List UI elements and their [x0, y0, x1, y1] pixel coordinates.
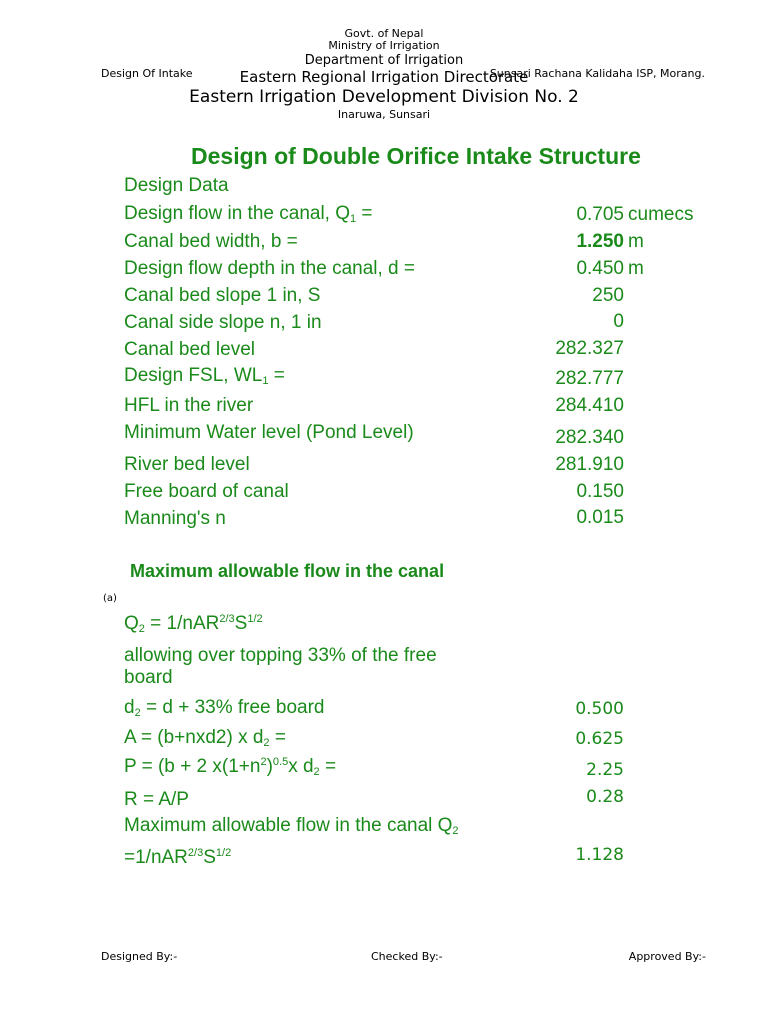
left-note: Design Of Intake — [101, 67, 193, 80]
design-data-heading: Design Data — [124, 175, 229, 196]
bed-level-label: Canal bed level — [124, 339, 255, 360]
area-value: 0.625 — [575, 729, 624, 749]
river-bed-label: River bed level — [124, 454, 250, 475]
perimeter-value: 2.25 — [586, 760, 624, 780]
right-note: Sunsari Rachana Kalidaha ISP, Morang. — [489, 67, 705, 80]
manning-value: 0.015 — [576, 507, 624, 528]
d2-label: $d_2 = d + 33\%$ free board — [124, 697, 325, 719]
q2-formula: $Q_2 = 1/nAR^{2/3}S^{1/2}$ — [124, 613, 263, 635]
d2-value: 0.500 — [575, 699, 624, 719]
pond-value: 282.340 — [555, 427, 624, 448]
page-title: Design of Double Orifice Intake Structure — [191, 143, 641, 169]
d-unit: m — [628, 258, 644, 279]
govt-line: Govt. of Nepal — [344, 27, 424, 40]
q1-label: Design flow in the canal, $Q_1$ = — [124, 203, 373, 225]
hfl-label: HFL in the river — [124, 395, 254, 416]
b-unit: m — [628, 231, 644, 252]
fsl-label: Design FSL, $WL_1$ = — [124, 365, 285, 387]
slope-value: 250 — [592, 285, 624, 306]
division-line: Eastern Irrigation Development Division No. 2 — [189, 87, 579, 107]
freeboard-value: 0.150 — [576, 481, 624, 502]
fsl-value: 282.777 — [555, 368, 624, 389]
directorate-line: Eastern Regional Irrigation Directorate — [239, 68, 529, 86]
d-value: 0.450 — [576, 258, 624, 279]
side-slope-label: Canal side slope n, 1 in — [124, 312, 322, 333]
max-flow-label: Maximum allowable flow in the canal $Q_2$ $=1/nAR^{2/3}S^{1/2}$ — [124, 815, 459, 868]
radius-value: 0.28 — [586, 787, 624, 807]
hfl-value: 284.410 — [555, 395, 624, 416]
pond-label: Minimum Water level (Pond Level) — [124, 422, 414, 443]
radius-label: R = A/P — [124, 789, 189, 810]
side-slope-value: 0 — [613, 311, 624, 332]
river-bed-value: 281.910 — [555, 454, 624, 475]
q1-unit: cumecs — [628, 204, 694, 225]
bed-level-value: 282.327 — [555, 338, 624, 359]
d-label: Design flow depth in the canal, d = — [124, 258, 415, 279]
area-label: A = (b+nxd2) x $d_2$ = — [124, 727, 286, 749]
perimeter-label: P = (b + 2 $x(1+n^2)^{0.5}x$ $d_2$ = — [124, 756, 337, 778]
manning-label: Manning's n — [124, 508, 226, 529]
ministry-line: Ministry of Irrigation — [328, 39, 440, 52]
section-marker: (a) — [103, 593, 117, 604]
slope-label: Canal bed slope 1 in, S — [124, 285, 321, 306]
checked-by: Checked By:- — [371, 950, 443, 963]
location-line: Inaruwa, Sunsari — [337, 108, 431, 121]
designed-by: Designed By:- — [101, 950, 178, 963]
max-flow-value: 1.128 — [575, 845, 624, 865]
section-heading: Maximum allowable flow in the canal — [130, 561, 445, 581]
q1-value: 0.705 — [576, 204, 624, 225]
b-value: 1.250 — [576, 231, 624, 252]
freeboard-label: Free board of canal — [124, 481, 289, 502]
b-label: Canal bed width, b = — [124, 231, 298, 252]
department-line: Department of Irrigation — [304, 53, 464, 68]
overtop-text: allowing over topping 33% of the free board — [124, 645, 437, 688]
approved-by: Approved By:- — [628, 950, 706, 963]
